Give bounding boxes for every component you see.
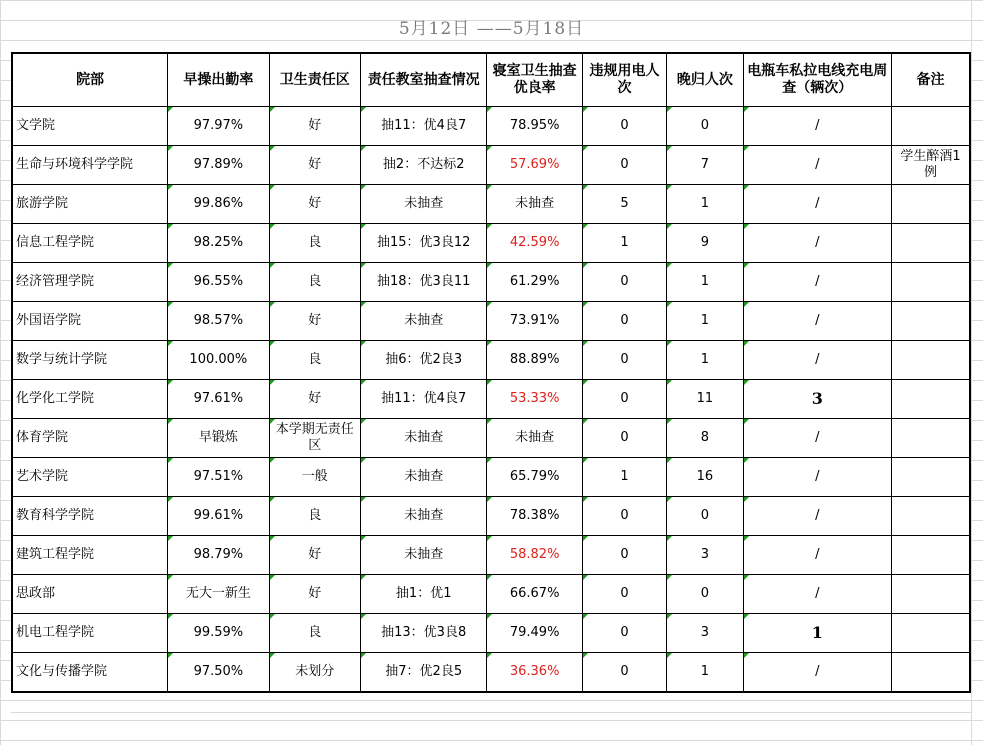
cell-attendance[interactable]: 98.79% [168,536,269,575]
cell-late-return[interactable]: 3 [667,614,743,653]
table-row [12,224,970,263]
cell-dept[interactable]: 教育科学学院 [12,497,168,536]
cell-dept[interactable]: 体育学院 [12,419,168,458]
cell-dorm-rate[interactable]: 79.49% [487,614,582,653]
report-title[interactable]: 5月12日 ——5月18日 [398,19,585,39]
cell-hygiene-area[interactable]: 良 [269,341,360,380]
cell-hygiene-area[interactable]: 好 [269,380,360,419]
cell-note[interactable] [892,380,970,419]
cell-ebike-check[interactable]: / [743,302,892,341]
cell-classroom-check[interactable]: 未抽查 [360,458,487,497]
cell-hygiene-area[interactable]: 好 [269,302,360,341]
cell-attendance[interactable]: 97.97% [168,107,269,146]
cell-ebike-check[interactable]: / [743,653,892,693]
cell-late-return[interactable]: 1 [667,302,743,341]
cell-dorm-rate[interactable]: 88.89% [487,341,582,380]
cell-note[interactable] [892,341,970,380]
cell-power-violation[interactable]: 0 [582,146,666,185]
cell-ebike-check[interactable]: / [743,536,892,575]
cell-power-violation[interactable]: 5 [582,185,666,224]
cell-dept[interactable]: 数学与统计学院 [12,341,168,380]
cell-hygiene-area[interactable]: 好 [269,536,360,575]
cell-power-violation[interactable]: 0 [582,614,666,653]
cell-hygiene-area[interactable]: 未划分 [269,653,360,693]
cell-power-violation[interactable]: 0 [582,341,666,380]
cell-late-return[interactable]: 1 [667,653,743,693]
gridline [971,0,972,745]
cell-dorm-rate[interactable]: 42.59% [487,224,582,263]
table-row [12,458,970,497]
cell-late-return[interactable]: 1 [667,263,743,302]
cell-attendance[interactable]: 99.61% [168,497,269,536]
cell-late-return[interactable]: 11 [667,380,743,419]
cell-note[interactable] [892,614,970,653]
cell-classroom-check[interactable]: 抽11：优4良7 [360,380,487,419]
cell-hygiene-area[interactable]: 良 [269,614,360,653]
cell-dept[interactable]: 生命与环境科学学院 [12,146,168,185]
cell-attendance[interactable]: 97.50% [168,653,269,693]
cell-power-violation[interactable]: 0 [582,107,666,146]
header-hygiene-area[interactable]: 卫生责任区 [269,53,360,107]
cell-hygiene-area[interactable]: 好 [269,107,360,146]
cell-classroom-check[interactable]: 抽11：优4良7 [360,107,487,146]
cell-power-violation[interactable]: 0 [582,419,666,458]
cell-attendance[interactable]: 98.57% [168,302,269,341]
cell-dept[interactable]: 外国语学院 [12,302,168,341]
cell-ebike-check[interactable]: / [743,224,892,263]
cell-ebike-check[interactable]: 1 [743,614,892,653]
cell-attendance[interactable]: 99.86% [168,185,269,224]
table-row [12,302,970,341]
cell-late-return[interactable]: 0 [667,497,743,536]
cell-hygiene-area[interactable]: 良 [269,263,360,302]
header-power-violation[interactable]: 违规用电人次 [582,53,666,107]
cell-power-violation[interactable]: 0 [582,380,666,419]
cell-dorm-rate[interactable]: 未抽查 [487,419,582,458]
cell-hygiene-area[interactable]: 好 [269,146,360,185]
cell-classroom-check[interactable]: 抽15：优3良12 [360,224,487,263]
cell-dorm-rate[interactable]: 61.29% [487,263,582,302]
cell-hygiene-area[interactable]: 良 [269,497,360,536]
table-row [12,380,970,419]
table-row [12,419,970,458]
cell-attendance[interactable]: 96.55% [168,263,269,302]
cell-late-return[interactable]: 16 [667,458,743,497]
cell-dorm-rate[interactable]: 57.69% [487,146,582,185]
cell-hygiene-area[interactable]: 好 [269,575,360,614]
cell-dorm-rate[interactable]: 未抽查 [487,185,582,224]
cell-note[interactable] [892,653,970,693]
cell-ebike-check[interactable]: 3 [743,380,892,419]
cell-ebike-check[interactable]: / [743,575,892,614]
header-dorm-rate[interactable]: 寝室卫生抽查优良率 [487,53,582,107]
header-note[interactable]: 备注 [892,53,970,107]
cell-late-return[interactable]: 9 [667,224,743,263]
cell-classroom-check[interactable]: 未抽查 [360,302,487,341]
cell-note[interactable] [892,575,970,614]
cell-hygiene-area[interactable]: 本学期无责任区 [269,419,360,458]
cell-classroom-check[interactable]: 未抽查 [360,536,487,575]
cell-dorm-rate[interactable]: 78.38% [487,497,582,536]
cell-late-return[interactable]: 7 [667,146,743,185]
cell-late-return[interactable]: 3 [667,536,743,575]
cell-note[interactable] [892,107,970,146]
cell-attendance[interactable]: 早锻炼 [168,419,269,458]
header-dept[interactable]: 院部 [12,53,168,107]
header-late-return[interactable]: 晚归人次 [667,53,743,107]
header-ebike-check[interactable]: 电瓶车私拉电线充电周查（辆次） [743,53,892,107]
cell-classroom-check[interactable]: 未抽查 [360,185,487,224]
cell-note[interactable] [892,302,970,341]
cell-late-return[interactable]: 8 [667,419,743,458]
table-row [12,263,970,302]
table-row [12,536,970,575]
cell-power-violation[interactable]: 1 [582,224,666,263]
cell-attendance[interactable]: 99.59% [168,614,269,653]
header-row [12,53,970,107]
cell-dept[interactable]: 经济管理学院 [12,263,168,302]
cell-hygiene-area[interactable]: 良 [269,224,360,263]
cell-ebike-check[interactable]: / [743,419,892,458]
cell-power-violation[interactable]: 0 [582,263,666,302]
cell-dorm-rate[interactable]: 58.82% [487,536,582,575]
cell-ebike-check[interactable]: / [743,263,892,302]
table-row [12,575,970,614]
cell-dorm-rate[interactable]: 53.33% [487,380,582,419]
cell-note[interactable] [892,419,970,458]
cell-dept[interactable]: 艺术学院 [12,458,168,497]
cell-ebike-check[interactable]: / [743,458,892,497]
cell-ebike-check[interactable]: / [743,107,892,146]
cell-note[interactable] [892,536,970,575]
table-row [12,185,970,224]
cell-dept[interactable]: 思政部 [12,575,168,614]
cell-note[interactable] [892,458,970,497]
cell-classroom-check[interactable]: 抽1：优1 [360,575,487,614]
table-row [12,497,970,536]
cell-dorm-rate[interactable]: 66.67% [487,575,582,614]
cell-dorm-rate[interactable]: 36.36% [487,653,582,693]
cell-attendance[interactable]: 97.61% [168,380,269,419]
cell-attendance[interactable]: 无大一新生 [168,575,269,614]
cell-classroom-check[interactable]: 抽13：优3良8 [360,614,487,653]
cell-classroom-check[interactable]: 抽2：不达标2 [360,146,487,185]
cell-late-return[interactable]: 1 [667,185,743,224]
cell-dorm-rate[interactable]: 65.79% [487,458,582,497]
cell-dorm-rate[interactable]: 73.91% [487,302,582,341]
cell-attendance[interactable]: 100.00% [168,341,269,380]
table-row [12,107,970,146]
cell-classroom-check[interactable]: 抽7：优2良5 [360,653,487,693]
cell-late-return[interactable]: 0 [667,107,743,146]
cell-power-violation[interactable]: 0 [582,497,666,536]
cell-power-violation[interactable]: 0 [582,653,666,693]
table-row [12,614,970,653]
cell-ebike-check[interactable]: / [743,146,892,185]
cell-attendance[interactable]: 98.25% [168,224,269,263]
cell-note[interactable] [892,224,970,263]
cell-ebike-check[interactable]: / [743,341,892,380]
cell-dept[interactable]: 建筑工程学院 [12,536,168,575]
cell-dorm-rate[interactable]: 78.95% [487,107,582,146]
cell-ebike-check[interactable]: / [743,497,892,536]
table-body [12,107,970,693]
cell-hygiene-area[interactable]: 一般 [269,458,360,497]
cell-note[interactable]: 学生醉酒1例 [892,146,970,185]
cell-late-return[interactable]: 1 [667,341,743,380]
cell-power-violation[interactable]: 0 [582,575,666,614]
cell-classroom-check[interactable]: 抽6：优2良3 [360,341,487,380]
header-attendance[interactable]: 早操出勤率 [168,53,269,107]
cell-dept[interactable]: 化学化工学院 [12,380,168,419]
cell-power-violation[interactable]: 0 [582,536,666,575]
cell-ebike-check[interactable]: / [743,185,892,224]
cell-classroom-check[interactable]: 未抽查 [360,419,487,458]
cell-note[interactable] [892,497,970,536]
cell-attendance[interactable]: 97.89% [168,146,269,185]
table-row [12,146,970,185]
weekly-report-table [11,52,971,693]
header-classroom-check[interactable]: 责任教室抽查情况 [360,53,487,107]
cell-late-return[interactable]: 0 [667,575,743,614]
table-row [12,653,970,693]
cell-note[interactable] [892,185,970,224]
cell-classroom-check[interactable]: 抽18：优3良11 [360,263,487,302]
empty-rows [11,712,971,745]
cell-classroom-check[interactable]: 未抽查 [360,497,487,536]
cell-dept[interactable]: 旅游学院 [12,185,168,224]
table-row [12,341,970,380]
cell-hygiene-area[interactable]: 好 [269,185,360,224]
cell-power-violation[interactable]: 0 [582,302,666,341]
cell-dept[interactable]: 文化与传播学院 [12,653,168,693]
cell-power-violation[interactable]: 1 [582,458,666,497]
cell-note[interactable] [892,263,970,302]
cell-dept[interactable]: 文学院 [12,107,168,146]
cell-dept[interactable]: 信息工程学院 [12,224,168,263]
cell-dept[interactable]: 机电工程学院 [12,614,168,653]
cell-attendance[interactable]: 97.51% [168,458,269,497]
